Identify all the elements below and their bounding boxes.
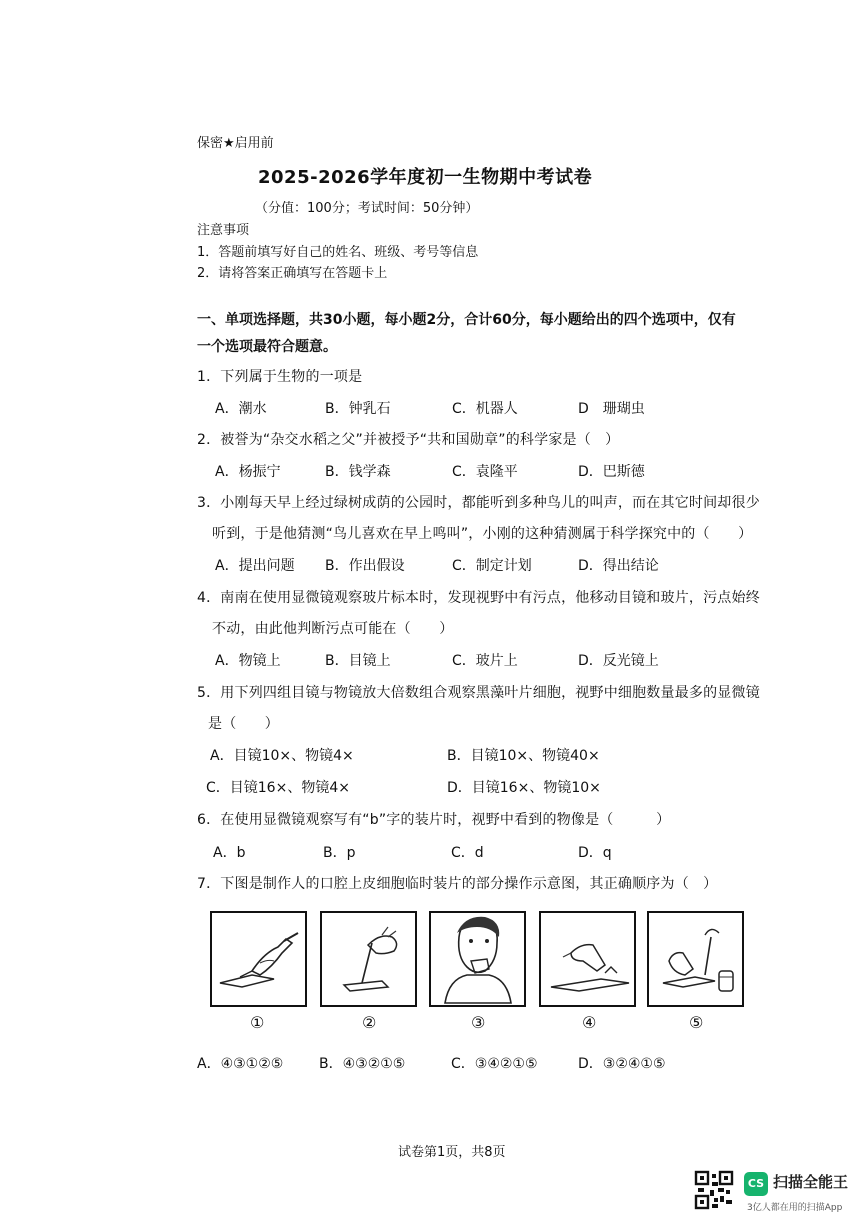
scanner-slogan: 3亿人都在用的扫描App — [747, 1203, 843, 1213]
option-c: C．机器人 — [452, 401, 518, 417]
option-b: B．钟乳石 — [325, 401, 391, 417]
notice-item: 1．答题前填写好自己的姓名、班级、考号等信息 — [197, 245, 479, 260]
option-c: C．制定计划 — [452, 558, 532, 574]
question-stem-cont: 是（ ） — [208, 716, 279, 732]
option-d: D．巴斯德 — [578, 464, 645, 480]
option-b: B．p — [323, 845, 356, 861]
scrape-cheek-illustration — [431, 913, 523, 1004]
figure-label-5: ⑤ — [689, 1013, 704, 1032]
figure-label-1: ① — [250, 1013, 265, 1032]
page-footer: 试卷第1页，共8页 — [398, 1145, 506, 1160]
question-stem-cont: 不动，由此他判断污点可能在（ ） — [212, 621, 454, 637]
section-heading-cont: 一个选项最符合题意。 — [197, 339, 337, 355]
stain-slide-illustration — [649, 913, 741, 1004]
step-2-figure — [320, 911, 417, 1007]
qr-code-icon — [694, 1170, 734, 1210]
confidential-label: 保密★启用前 — [197, 136, 274, 151]
option-c: C．③④②①⑤ — [451, 1056, 538, 1072]
question-stem: 5．用下列四组目镜与物镜放大倍数组合观察黑藻叶片细胞，视野中细胞数量最多的显微镜 — [197, 685, 760, 701]
score-info: （分值：100分；考试时间：50分钟） — [255, 201, 479, 216]
option-a: A．杨振宁 — [215, 464, 281, 480]
step-3-figure — [429, 911, 526, 1007]
dropper-slide-illustration — [212, 913, 304, 1004]
step-1-figure — [210, 911, 307, 1007]
question-stem: 3．小刚每天早上经过绿树成荫的公园时，都能听到多种鸟儿的叫声，而在其它时间却很少 — [197, 495, 760, 511]
option-b: B．钱学森 — [325, 464, 391, 480]
option-b: B．作出假设 — [325, 558, 405, 574]
option-b: B．目镜10×、物镜40× — [447, 748, 600, 764]
option-d: D．目镜16×、物镜10× — [447, 780, 601, 796]
option-c: C．袁隆平 — [452, 464, 518, 480]
question-stem: 4．南南在使用显微镜观察玻片标本时，发现视野中有污点，他移动目镜和玻片，污点始终 — [197, 590, 760, 606]
option-a: A．b — [213, 845, 246, 861]
mount-slide-illustration — [322, 913, 414, 1004]
option-d: D 珊瑚虫 — [578, 401, 645, 417]
question-stem: 1．下列属于生物的一项是 — [197, 369, 363, 385]
option-c: C．目镜16×、物镜4× — [206, 780, 350, 796]
coverslip-illustration — [541, 913, 633, 1004]
option-d: D．得出结论 — [578, 558, 659, 574]
section-heading: 一、单项选择题，共30小题，每小题2分，合计60分，每小题给出的四个选项中，仅有 — [197, 312, 736, 328]
scanner-logo: CS — [744, 1172, 768, 1196]
option-a: A．潮水 — [215, 401, 267, 417]
option-a: A．物镜上 — [215, 653, 281, 669]
option-d: D．③②④①⑤ — [578, 1056, 666, 1072]
option-c: C．d — [451, 845, 484, 861]
notice-item: 2．请将答案正确填写在答题卡上 — [197, 266, 388, 281]
step-5-figure — [647, 911, 744, 1007]
figure-label-4: ④ — [582, 1013, 597, 1032]
option-a: A．提出问题 — [215, 558, 295, 574]
question-stem: 7．下图是制作人的口腔上皮细胞临时装片的部分操作示意图，其正确顺序为（ ） — [197, 876, 718, 892]
option-a: A．④③①②⑤ — [197, 1056, 284, 1072]
option-d: D．反光镜上 — [578, 653, 659, 669]
option-a: A．目镜10×、物镜4× — [210, 748, 354, 764]
scanner-app-name: 扫描全能王 — [773, 1173, 849, 1191]
figure-label-3: ③ — [471, 1013, 486, 1032]
figure-label-2: ② — [362, 1013, 377, 1032]
question-stem-cont: 听到，于是他猜测“鸟儿喜欢在早上鸣叫”，小刚的这种猜测属于科学探究中的（ ） — [212, 526, 753, 542]
question-stem: 2．被誉为“杂交水稻之父”并被授予“共和国勋章”的科学家是（ ） — [197, 432, 620, 448]
option-b: B．④③②①⑤ — [319, 1056, 406, 1072]
option-d: D．q — [578, 845, 612, 861]
page-title: 2025-2026学年度初一生物期中考试卷 — [258, 167, 593, 188]
question-stem: 6．在使用显微镜观察写有“b”字的装片时，视野中看到的物像是（ ） — [197, 812, 671, 828]
option-b: B．目镜上 — [325, 653, 391, 669]
notice-heading: 注意事项 — [197, 223, 250, 238]
step-4-figure — [539, 911, 636, 1007]
option-c: C．玻片上 — [452, 653, 518, 669]
